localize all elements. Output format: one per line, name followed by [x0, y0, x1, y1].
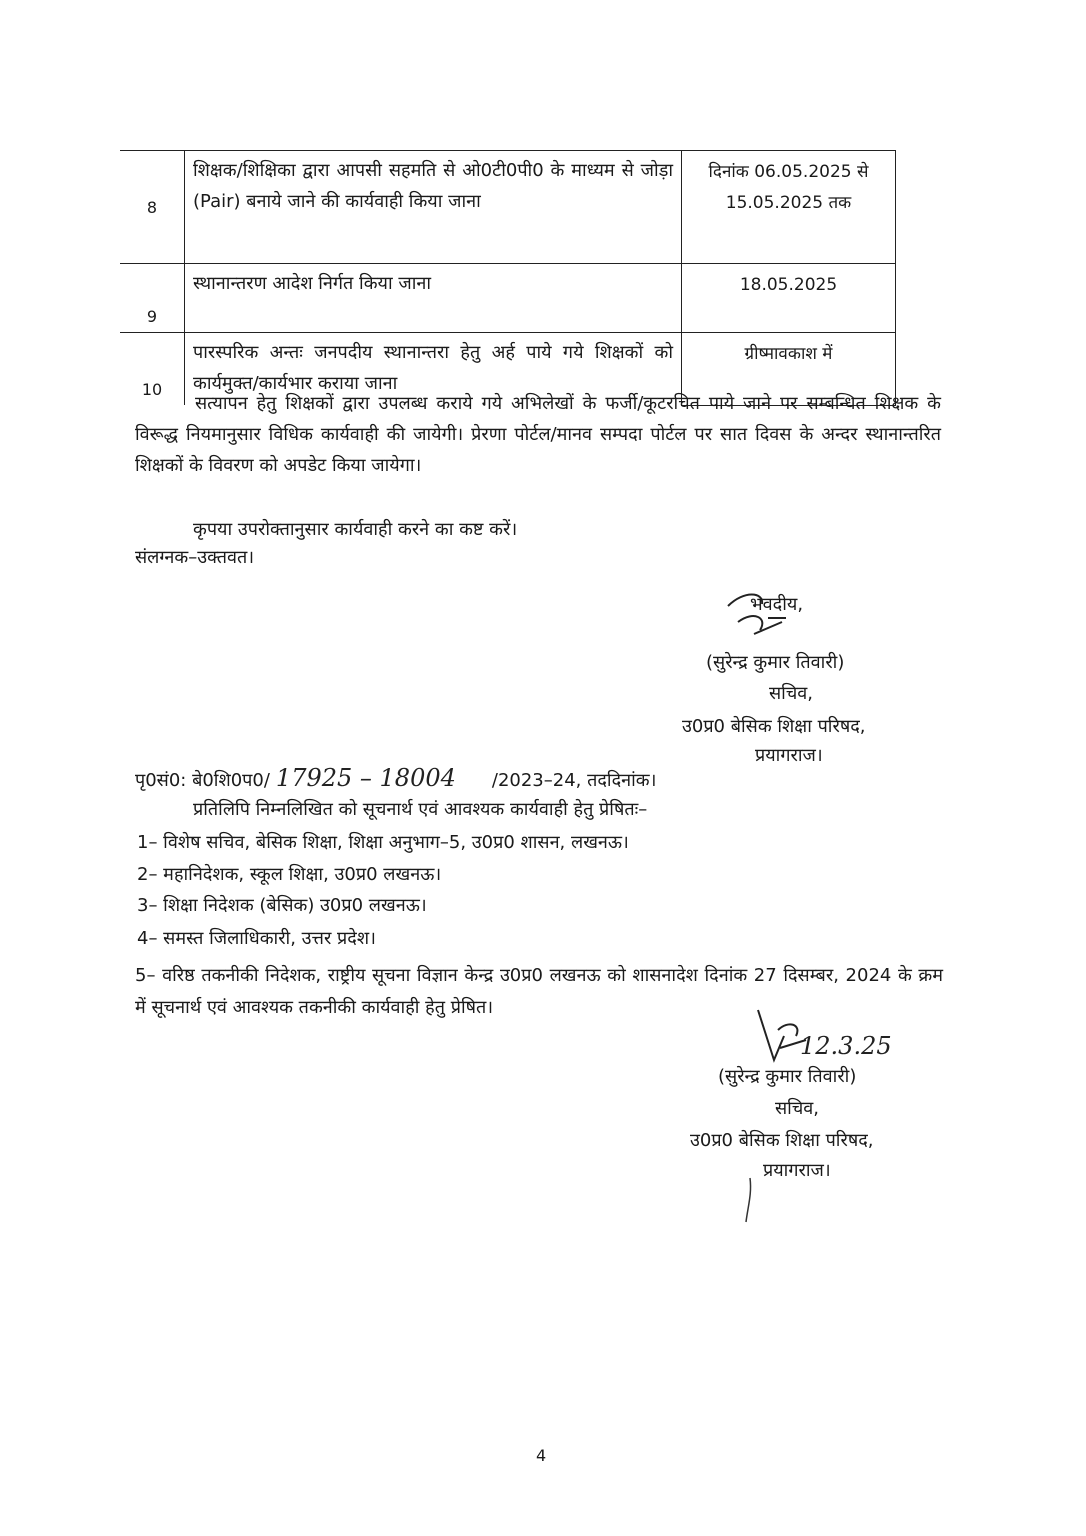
- signatory-place-2: प्रयागराज।: [763, 1160, 831, 1181]
- verification-paragraph: सत्यापन हेतु शिक्षकों द्वारा उपलब्ध कराये गये अभिलेखों के फर्जी/कूटरचित पाये जाने पर सम्बन्धित शिक्षक के विरूद्ध नियमानुसार विधिक कार्यवाही की जायेगी। प्रेरणा पोर्टल/मानव सम्पदा पोर्टल पर सात दिवस के अन्दर स्थानान्तरित शिक्षकों के विवरण को अपडेट किया जायेगा।: [135, 393, 941, 476]
- pen-stroke: [740, 1176, 760, 1226]
- row-date: ग्रीष्मावकाश में: [682, 333, 896, 406]
- row-number: 8: [120, 151, 185, 264]
- reference-prefix: पृ0सं0: बे0शि0प0/: [135, 770, 270, 791]
- signatory-designation-2: सचिव,: [775, 1098, 819, 1119]
- signatory-office: उ0प्र0 बेसिक शिक्षा परिषद,: [682, 716, 866, 737]
- enclosure-line: संलग्नक–उक्तवत।: [135, 547, 255, 568]
- salutation: भवदीय,: [750, 594, 804, 615]
- handwritten-date: 12.3.25: [800, 1032, 892, 1060]
- signatory-place: प्रयागराज।: [755, 745, 823, 766]
- row-date: दिनांक 06.05.2025 से 15.05.2025 तक: [682, 151, 896, 264]
- reference-line: [135, 764, 656, 795]
- signatory-office-2: उ0प्र0 बेसिक शिक्षा परिषद,: [690, 1130, 874, 1151]
- row-number: 9: [120, 264, 185, 333]
- schedule-table: [120, 150, 896, 406]
- copy-item-4: 4– समस्त जिलाधिकारी, उत्तर प्रदेश।: [137, 928, 376, 949]
- signatory-designation: सचिव,: [769, 683, 813, 704]
- table-row: [120, 151, 896, 264]
- row-activity: शिक्षक/शिक्षिका द्वारा आपसी सहमति से ओ0टी0पी0 के माध्यम से जोड़ा (Pair) बनाये जाने की कार्यवाही किया जाना: [185, 151, 682, 264]
- copy-item-3: 3– शिक्षा निदेशक (बेसिक) उ0प्र0 लखनऊ।: [137, 895, 427, 916]
- row-activity: पारस्परिक अन्तः जनपदीय स्थानान्तरा हेतु अर्ह पाये गये शिक्षकों को कार्यमुक्त/कार्यभार कराया जाना: [185, 333, 682, 406]
- copy-item-1: 1– विशेष सचिव, बेसिक शिक्षा, शिक्षा अनुभाग–5, उ0प्र0 शासन, लखनऊ।: [137, 832, 629, 853]
- copy-item-5: 5– वरिष्ठ तकनीकी निदेशक, राष्ट्रीय सूचना विज्ञान केन्द्र उ0प्र0 लखनऊ को शासनादेश दिनांक 27 दिसम्बर, 2024 के क्रम में सूचनार्थ एवं आवश्यक तकनीकी कार्यवाही हेतु प्रेषित।: [135, 965, 943, 1018]
- signatory-name-2: (सुरेन्द्र कुमार तिवारी): [718, 1066, 857, 1087]
- reference-handwritten-number: 17925 – 18004: [275, 764, 456, 792]
- request-line: कृपया उपरोक्तानुसार कार्यवाही करने का कष्ट करें।: [193, 519, 518, 540]
- page-number: 4: [536, 1446, 547, 1465]
- copy-intro: प्रतिलिपि निम्नलिखित को सूचनार्थ एवं आवश्यक कार्यवाही हेतु प्रेषितः–: [193, 799, 648, 820]
- reference-suffix: /2023–24, तददिनांक।: [491, 770, 657, 791]
- copy-item-2: 2– महानिदेशक, स्कूल शिक्षा, उ0प्र0 लखनऊ।: [137, 864, 442, 885]
- row-number: 10: [120, 333, 185, 406]
- row-date: 18.05.2025: [682, 264, 896, 333]
- row-activity: स्थानान्तरण आदेश निर्गत किया जाना: [185, 264, 682, 333]
- signatory-name: (सुरेन्द्र कुमार तिवारी): [706, 652, 845, 673]
- table-row: [120, 264, 896, 333]
